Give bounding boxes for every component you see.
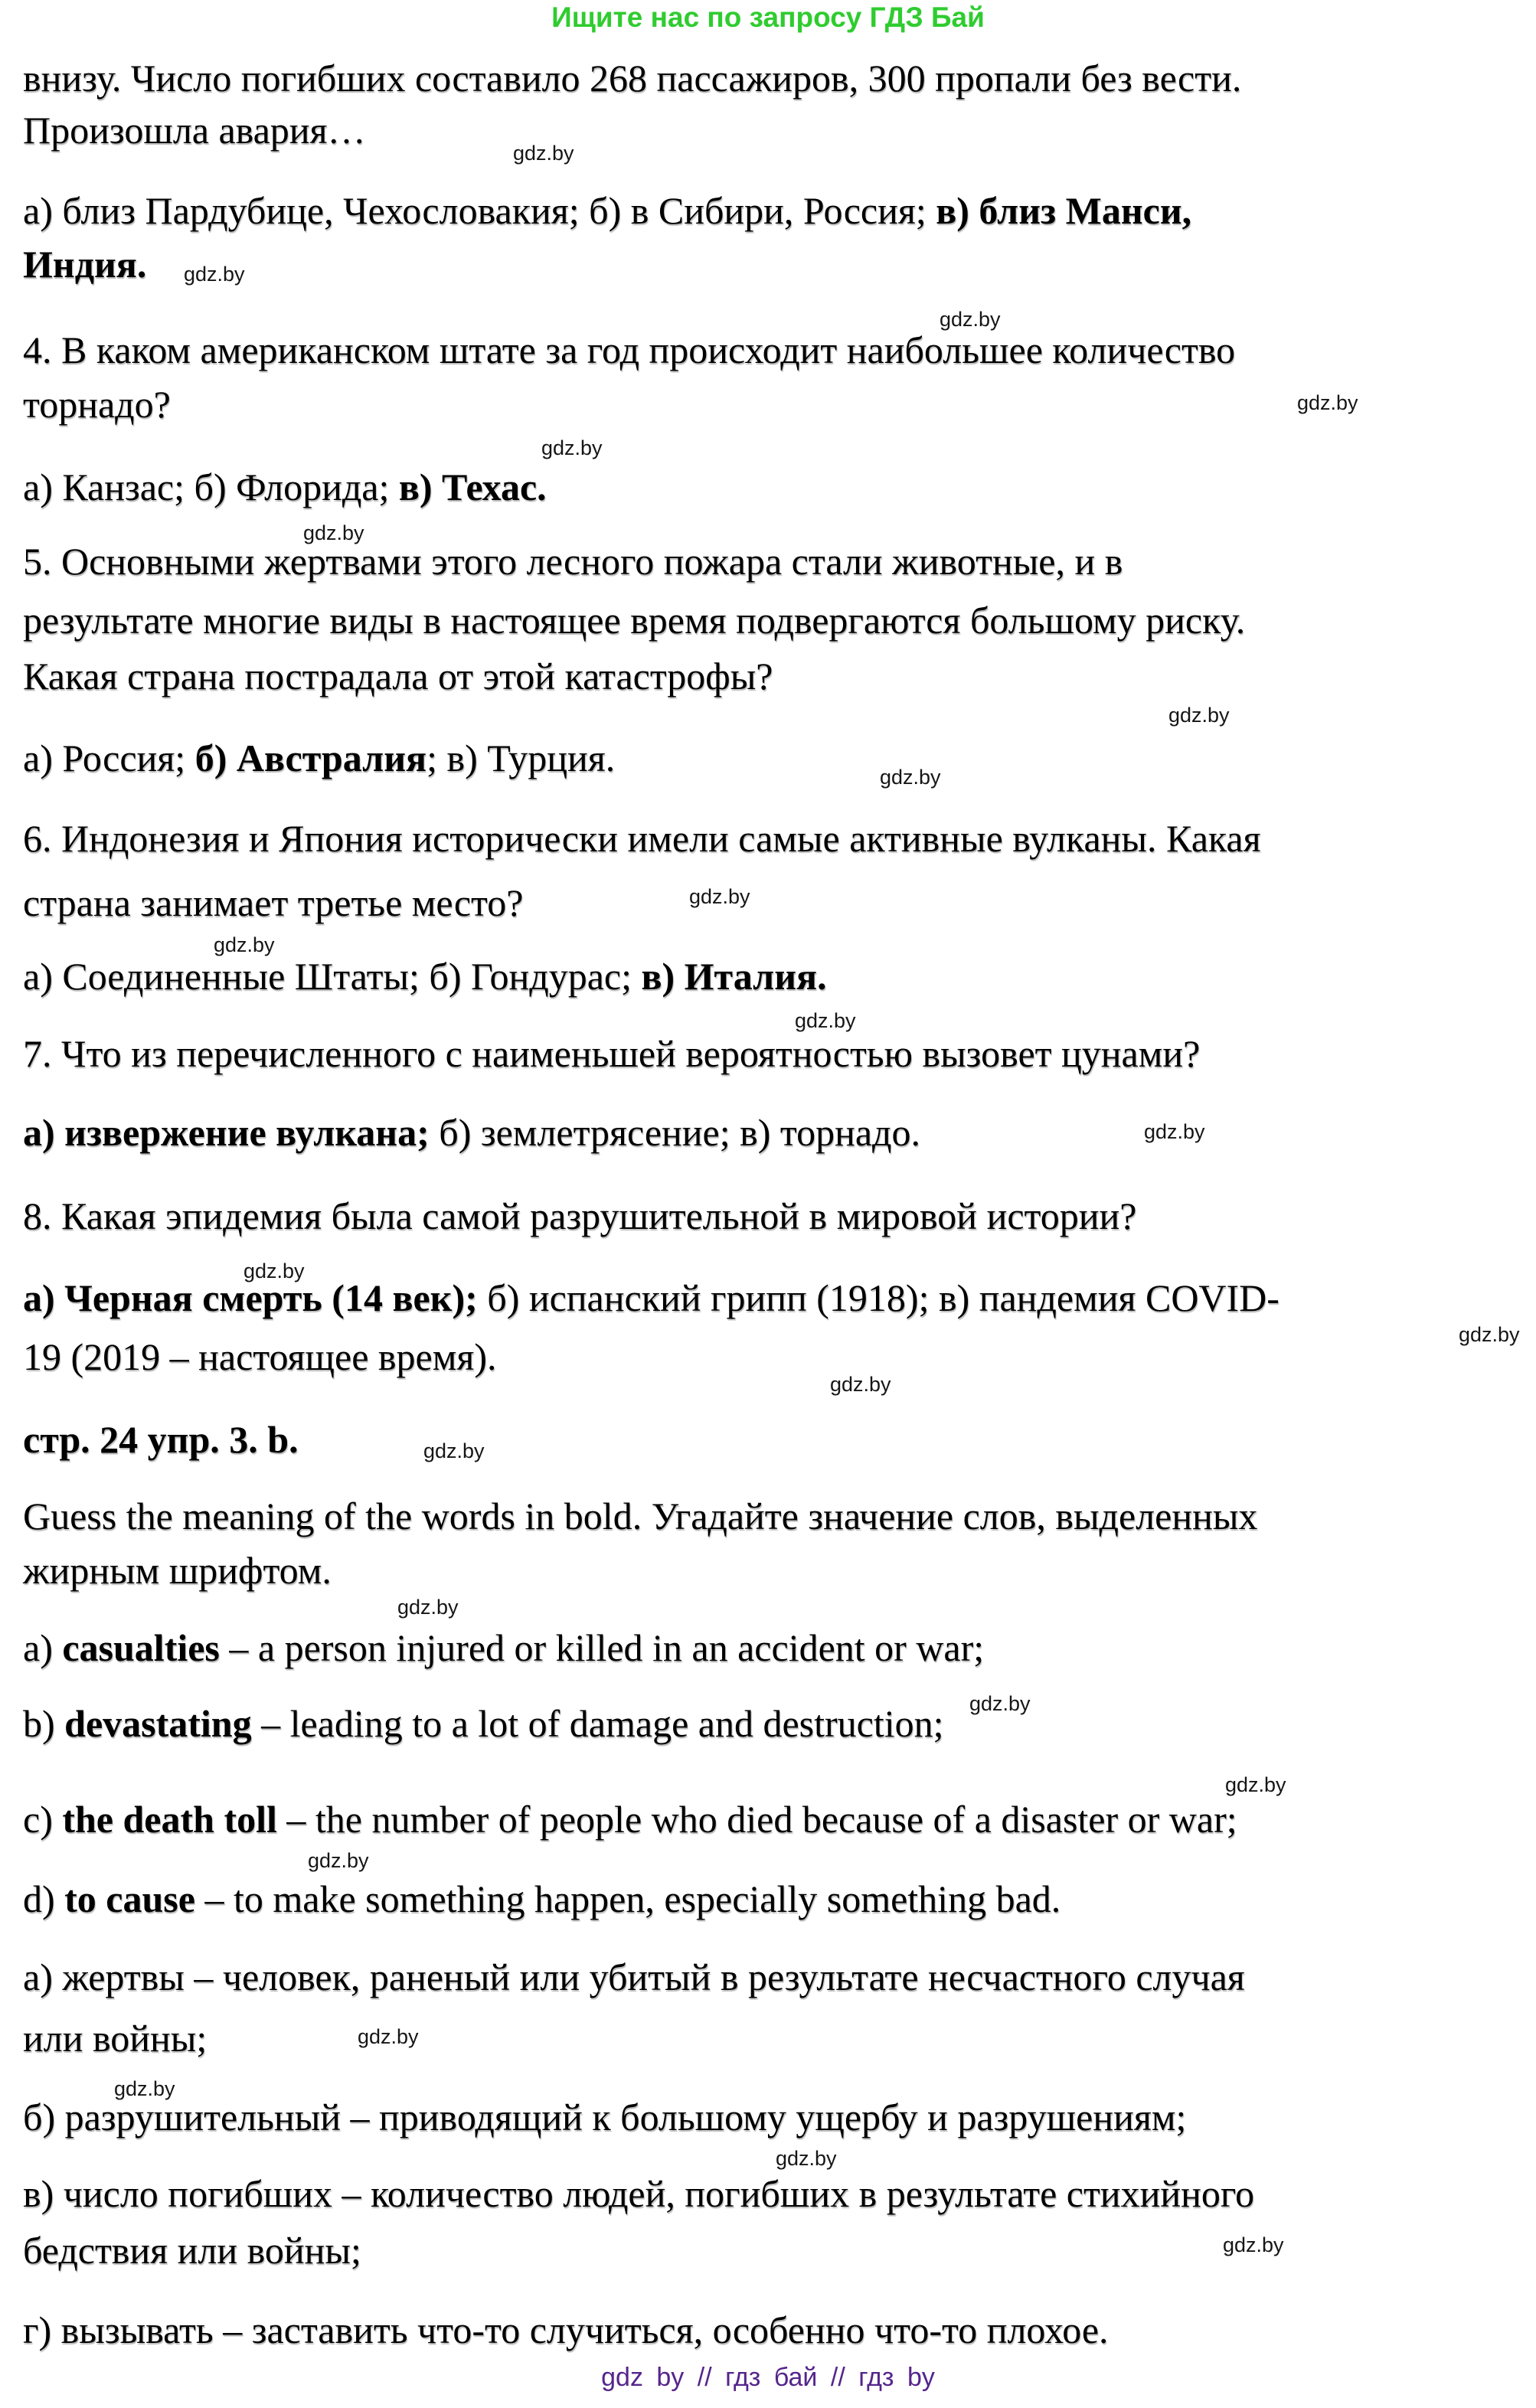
- answer-6-options: [23, 953, 827, 999]
- gdz-watermark: gdz.by: [397, 1596, 459, 1619]
- translation-v-line-2: [23, 2227, 361, 2273]
- text-run: – a person injured or killed in an accident or war;: [219, 1626, 985, 1669]
- question-4-line-2: [23, 381, 171, 427]
- question-5-line-3: [23, 653, 773, 699]
- bold-answer: б) Австралия: [194, 737, 427, 779]
- bold-term: devastating: [64, 1702, 252, 1745]
- answer-7-options: [23, 1109, 920, 1155]
- question-8: [23, 1193, 1136, 1239]
- gdz-watermark: gdz.by: [830, 1373, 891, 1396]
- text-run: б) разрушительный – приводящий к большому ущербу и разрушениям;: [23, 2096, 1187, 2138]
- gdz-watermark: gdz.by: [513, 142, 574, 165]
- bold-term: to cause: [64, 1877, 195, 1920]
- text-run: – to make something happen, especially something bad.: [194, 1877, 1061, 1920]
- bold-answer: в) Италия.: [641, 955, 827, 998]
- bold-answer: а) Черная смерть (14 век);: [23, 1276, 478, 1319]
- gdz-watermark: gdz.by: [184, 263, 245, 286]
- question-6-line-1: [23, 815, 1261, 861]
- gdz-watermark: gdz.by: [358, 2025, 419, 2048]
- text-run: торнадо?: [23, 383, 171, 426]
- gdz-watermark: gdz.by: [1144, 1120, 1205, 1143]
- text-run: ; в) Турция.: [426, 737, 616, 779]
- bold-term: the death toll: [62, 1798, 277, 1841]
- text-run: a): [23, 1626, 63, 1669]
- text-run: d): [23, 1877, 65, 1920]
- intro-line-1: [23, 55, 1241, 101]
- translation-a-line-2: [23, 2015, 207, 2061]
- gdz-watermark: gdz.by: [795, 1009, 856, 1032]
- gdz-watermark: gdz.by: [1297, 391, 1358, 414]
- gdz-watermark: gdz.by: [214, 933, 275, 956]
- bold-term: casualties: [62, 1626, 220, 1669]
- text-run: а) Россия;: [23, 737, 195, 779]
- promo-banner: Ищите нас по запросу ГДЗ Бай: [551, 2, 985, 33]
- gdz-watermark: gdz.by: [776, 2147, 837, 2170]
- gdz-watermark: gdz.by: [969, 1692, 1031, 1715]
- gdz-watermark: gdz.by: [1168, 704, 1230, 727]
- text-run: – leading to a lot of damage and destruction;: [251, 1702, 944, 1745]
- gdz-watermark: gdz.by: [114, 2077, 175, 2100]
- text-run: а) Соединенные Штаты; б) Гондурас;: [23, 955, 642, 998]
- text-run: б) испанский грипп (1918); в) пандемия COVID-: [477, 1276, 1279, 1319]
- bold-heading: стр. 24 упр. 3. b.: [23, 1418, 299, 1461]
- gdz-watermark: gdz.by: [243, 1260, 305, 1282]
- text-run: b): [23, 1702, 65, 1745]
- exercise-heading: [23, 1416, 299, 1462]
- answer-5-options: [23, 735, 615, 781]
- answer-8-options-line-2: [23, 1334, 497, 1380]
- text-run: 7. Что из перечисленного с наименьшей вероятностью вызовет цунами?: [23, 1032, 1201, 1075]
- bold-answer: Индия.: [23, 243, 147, 286]
- question-5-line-1: [23, 538, 1123, 584]
- text-run: Произошла авария…: [23, 109, 366, 152]
- text-run: бедствия или войны;: [23, 2229, 361, 2272]
- footer-links: gdz by // гдз бай // гдз by: [601, 2363, 935, 2392]
- bold-answer: в) близ Манси,: [936, 189, 1192, 232]
- gdz-watermark: gdz.by: [1223, 2233, 1284, 2256]
- text-run: внизу. Число погибших составило 268 пассажиров, 300 пропали без вести.: [23, 57, 1242, 100]
- text-run: жирным шрифтом.: [23, 1549, 332, 1592]
- gdz-watermark: gdz.by: [423, 1439, 485, 1462]
- text-run: 8. Какая эпидемия была самой разрушительной в мировой истории?: [23, 1194, 1137, 1237]
- text-run: 6. Индонезия и Япония исторически имели самые активные вулканы. Какая: [23, 817, 1261, 860]
- translation-g: [23, 2307, 1109, 2353]
- translation-v-line-1: [23, 2171, 1254, 2217]
- definition-d: [23, 1876, 1060, 1922]
- question-7: [23, 1031, 1200, 1077]
- gdz-watermark: gdz.by: [1459, 1323, 1520, 1346]
- gdz-watermark: gdz.by: [1225, 1773, 1286, 1796]
- gdz-watermark: gdz.by: [308, 1849, 369, 1872]
- question-4-line-1: [23, 327, 1235, 373]
- gdz-watermark: gdz.by: [303, 521, 364, 544]
- text-run: а) жертвы – человек, раненый или убитый в результате несчастного случая: [23, 1955, 1245, 1998]
- gdz-watermark: gdz.by: [940, 308, 1001, 331]
- bold-answer: в) Техас.: [398, 466, 547, 508]
- text-run: результате многие виды в настоящее время подвергаются большому риску.: [23, 599, 1246, 642]
- text-run: в) число погибших – количество людей, погибших в результате стихийного: [23, 2172, 1255, 2215]
- intro-line-2: [23, 107, 366, 153]
- text-run: или войны;: [23, 2017, 208, 2060]
- text-run: 5. Основными жертвами этого лесного пожара стали животные, и в: [23, 540, 1123, 583]
- text-run: б) землетрясение; в) торнадо.: [429, 1111, 920, 1154]
- task-line-1: [23, 1493, 1257, 1539]
- answer-4-options: [23, 464, 547, 510]
- text-run: Guess the meaning of the words in bold. Угадайте значение слов, выделенных: [23, 1495, 1258, 1537]
- text-run: страна занимает третье место?: [23, 881, 524, 924]
- definition-c: [23, 1796, 1237, 1842]
- text-run: Какая страна пострадала от этой катастрофы?: [23, 655, 773, 698]
- question-6-line-2: [23, 880, 523, 926]
- gdz-watermark: gdz.by: [541, 436, 603, 459]
- text-run: – the number of people who died because of a disaster or war;: [276, 1798, 1237, 1841]
- answer-3-options-line-1: [23, 188, 1191, 234]
- text-run: а) близ Пардубице, Чехословакия; б) в Сибири, Россия;: [23, 189, 936, 232]
- task-line-2: [23, 1547, 332, 1593]
- translation-b: [23, 2094, 1186, 2140]
- text-run: 19 (2019 – настоящее время).: [23, 1335, 497, 1378]
- translation-a-line-1: [23, 1954, 1245, 2000]
- text-run: c): [23, 1798, 63, 1841]
- question-5-line-2: [23, 597, 1245, 643]
- bold-answer: а) извержение вулкана;: [23, 1111, 430, 1154]
- text-run: г) вызывать – заставить что-то случиться, особенно что-то плохое.: [23, 2308, 1109, 2351]
- answer-3-options-line-2: [23, 241, 146, 287]
- definition-b: [23, 1701, 944, 1746]
- gdz-watermark: gdz.by: [880, 766, 941, 789]
- answer-8-options-line-1: [23, 1275, 1279, 1321]
- gdz-watermark: gdz.by: [689, 885, 750, 908]
- definition-a: [23, 1625, 984, 1671]
- text-run: 4. В каком американском штате за год происходит наибольшее количество: [23, 328, 1236, 371]
- text-run: а) Канзас; б) Флорида;: [23, 466, 399, 508]
